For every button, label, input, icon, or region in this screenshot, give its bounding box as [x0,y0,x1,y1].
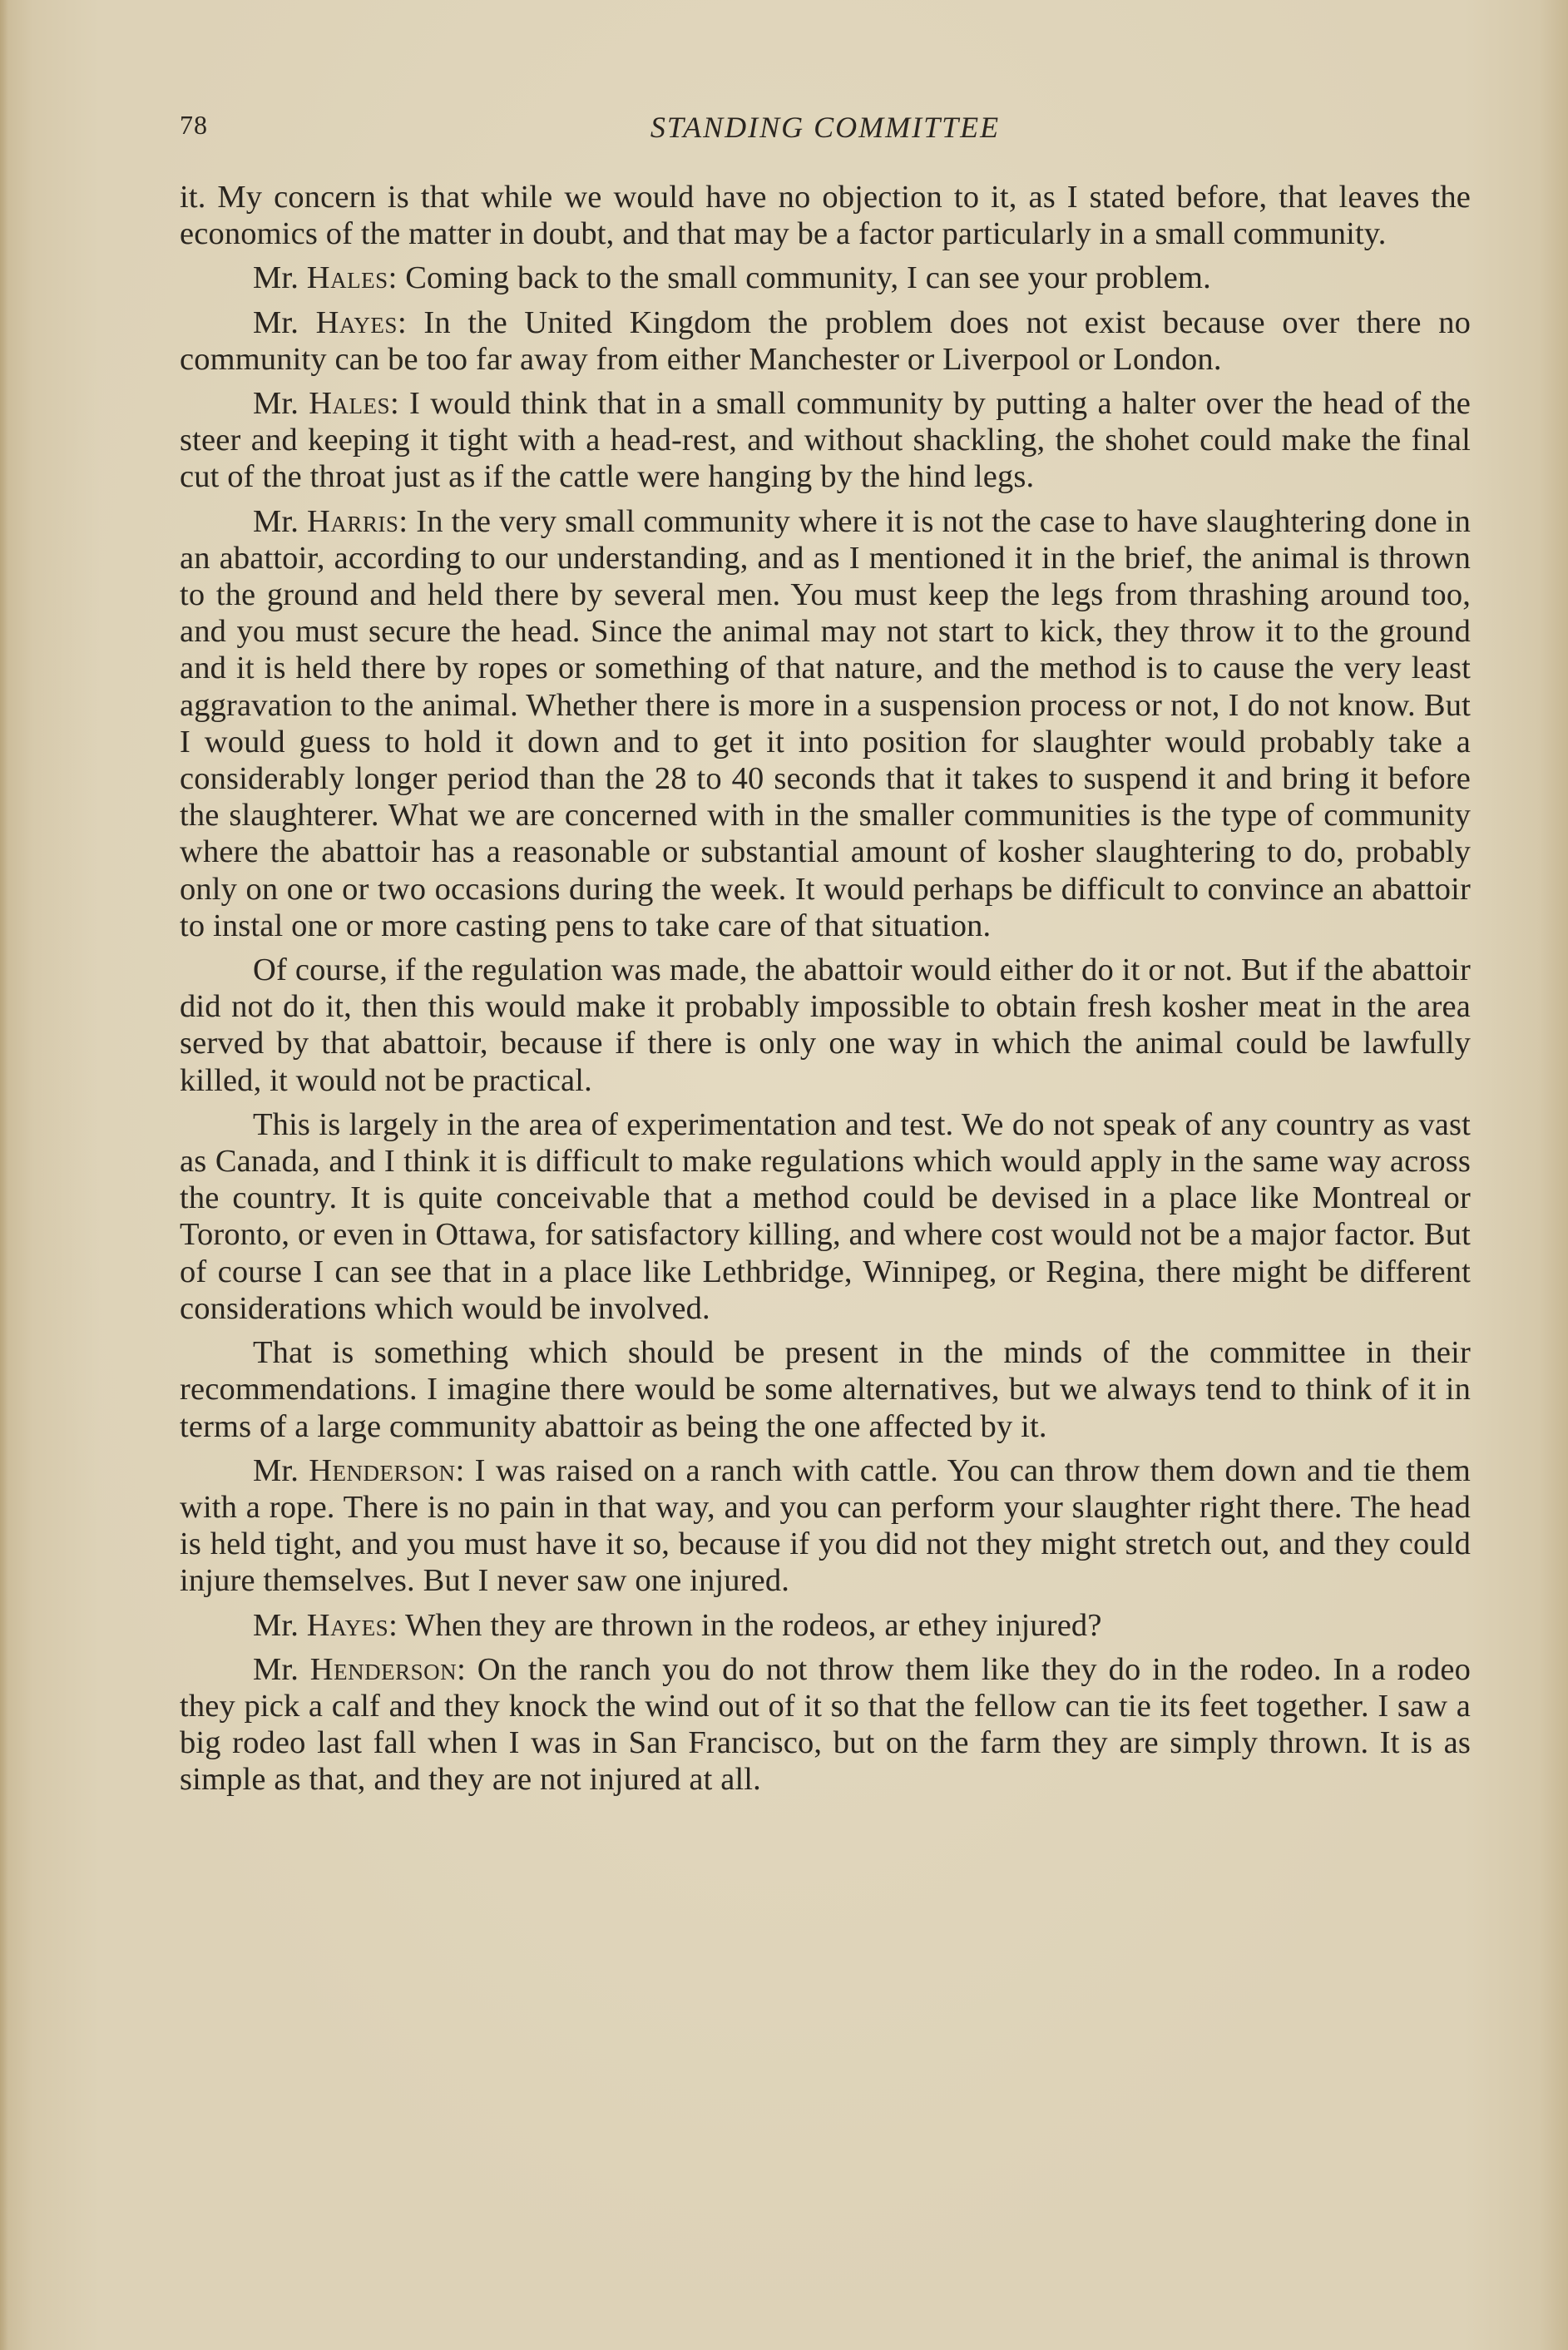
paragraph-text: : In the very small community where it is not the case to have slaughtering done in an abattoir, according to our understanding, and as I mentioned it in the brief, the animal is thrown to the ground and held there by several men. You must keep the legs from thrashing around too, and you must secure the head. Since the animal may not start to kick, they throw it to the ground and it is held there by ropes or something of that nature, and the method is to cause the very least aggravation to the animal. Whether there is more in a suspension process or not, I do not know. But I would guess to hold it down and to get it into position for slaughter would probably take a considerably longer period than the 28 to 40 seconds that it takes to suspend it and bring it before the slaughterer. What we are concerned with in the smaller communities is the type of community where the abattoir has a reasonable or substantial amount of kosher slaughtering to do, probably only on one or two occasions during the week. It would perhaps be difficult to convince an abattoir to instal one or more casting pens to take care of that situation. [180,503,1471,943]
paragraph [180,1106,1471,1327]
speaker-name: Henderson [309,1452,456,1488]
paragraph [180,304,1471,378]
paragraph [180,385,1471,496]
paragraph-text: Of course, if the regulation was made, the abattoir would either do it or not. But if the abattoir did not do it, then this would make it probably impossible to obtain fresh kosher meat in the area served by that abattoir, because if there is only one way in which the animal could be lawfully killed, it would not be practical. [180,952,1471,1098]
speaker-name: Hales [306,260,388,296]
speaker-name: Henderson [309,1651,458,1687]
speaker-title: Mr. [253,1452,309,1488]
speaker-title: Mr. [253,503,308,539]
paragraph [180,952,1471,1099]
paragraph [180,179,1471,252]
running-head: STANDING COMMITTEE [650,111,1001,144]
paragraph-text: : I was raised on a ranch with cattle. You can throw them down and tie them with a rope. There is no pain in that way, and you can perform your slaughter right there. The head is held tight, and you must have it so, because if you did not they might stretch out, and they could injure themselves. But I never saw one injured. [180,1452,1471,1599]
page-header [180,110,1471,146]
speaker-name: Hayes [315,304,398,340]
page-number: 78 [180,110,208,140]
speaker-name: Hayes [306,1607,389,1643]
speaker-title: Mr. [253,1607,307,1643]
speaker-name: Harris [307,503,399,539]
paragraph [180,1334,1471,1445]
paragraph [180,503,1471,944]
transcript-body [180,179,1471,1806]
speaker-title: Mr. [253,386,309,422]
speaker-title: Mr. [253,260,307,296]
paragraph [180,1607,1471,1644]
paragraph-text: That is something which should be present in the minds of the committee in their recommendations. I imagine there would be some alternatives, but we always tend to think of it in terms of a large community abattoir as being the one affected by it. [180,1335,1471,1444]
paragraph-text: : Coming back to the small community, I can see your problem. [388,260,1211,296]
paragraph-text: : In the United Kingdom the problem does not exist because over there no community can be too far away from either Manchester or Liverpool or London. [180,304,1472,377]
paragraph-text: : I would think that in a small community by putting a halter over the head of the steer and keeping it tight with a head-rest, and without shackling, the shohet could make the final cut of the throat just as if the cattle were hanging by the hind legs. [180,386,1471,495]
page-binding-edge [0,0,8,2350]
paragraph [180,260,1471,296]
paragraph [180,1651,1471,1798]
paragraph-text: it. My concern is that while we would have no objection to it, as I stated before, that leaves the economics of the matter in doubt, and that may be a factor particularly in a small community. [180,180,1471,252]
speaker-title: Mr. [253,1651,310,1687]
paragraph-text: : When they are thrown in the rodeos, ar ethey injured? [388,1607,1102,1643]
paragraph-text: This is largely in the area of experimentation and test. We do not speak of any country as vast as Canada, and I think it is difficult to make regulations which would apply in the same way across the country. It is quite conceivable that a method could be devised in a place like Montreal or Toronto, or even in Ottawa, for satisfactory killing, and where cost would not be a major factor. But of course I can see that in a place like Lethbridge, Winnipeg, or Regina, there might be different considerations which would be involved. [180,1106,1471,1326]
speaker-title: Mr. [253,304,316,340]
speaker-name: Hales [309,386,391,422]
paragraph [180,1452,1471,1600]
paragraph-text: : On the ranch you do not throw them like they do in the rodeo. In a rodeo they pick a calf and they knock the wind out of it so that the fellow can tie its feet together. I saw a big rodeo last fall when I was in San Francisco, but on the farm they are simply thrown. It is as simple as that, and they are not injured at all. [180,1651,1472,1798]
